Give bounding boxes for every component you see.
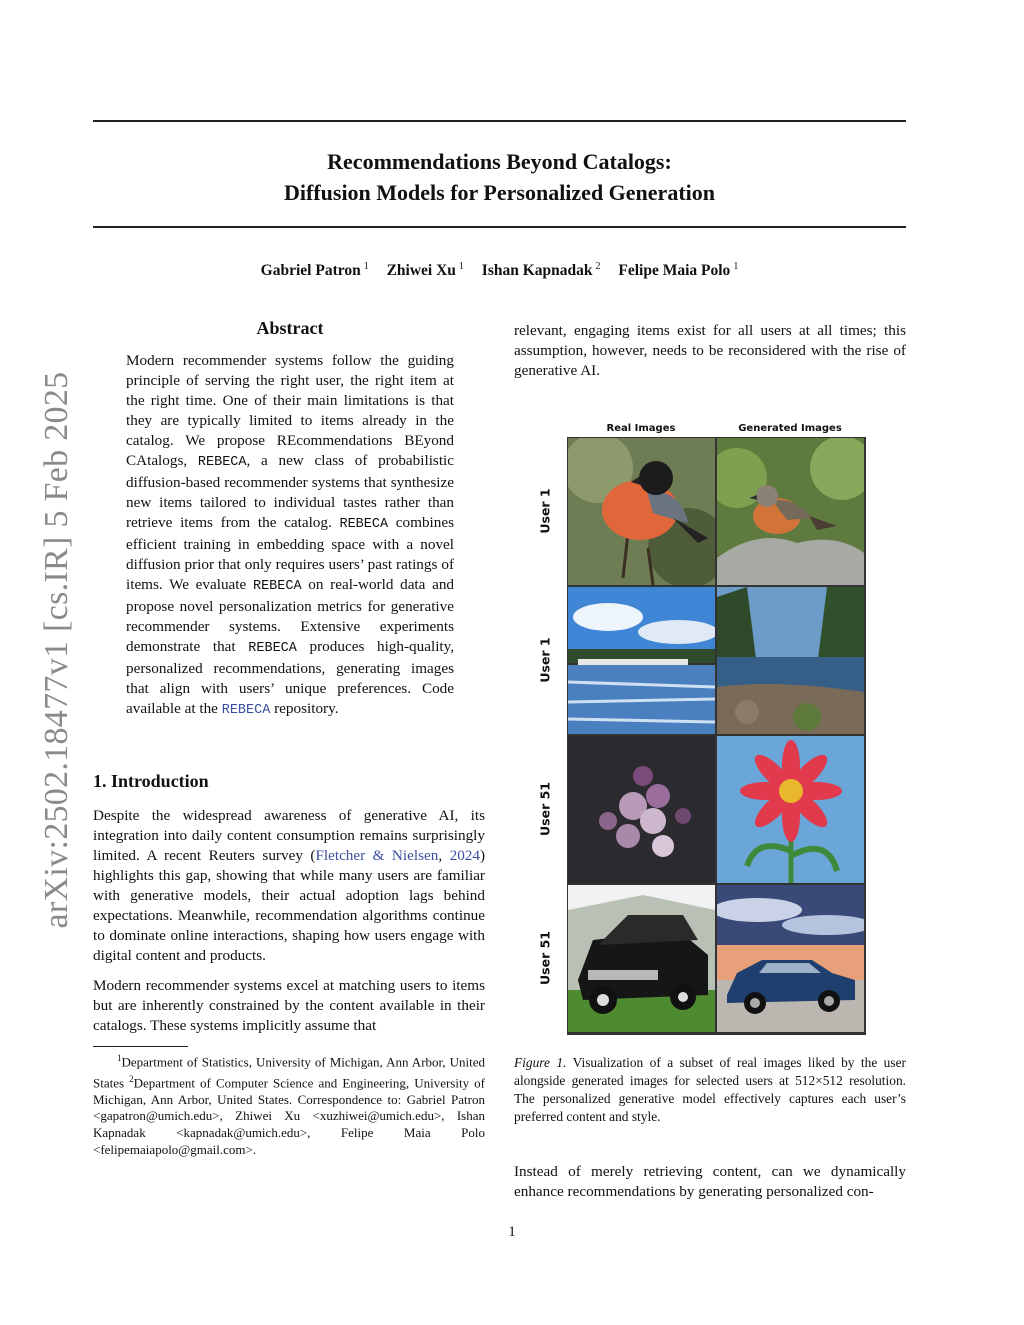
section-heading-introduction: 1. Introduction (93, 771, 209, 791)
page-number: 1 (508, 1224, 516, 1240)
figure-column-header-real: Real Images (606, 423, 676, 434)
affiliations-footnote: $^1$Department of Statistics, University of Michigan, Ann Arbor, United States $^2$Department of Computer Science and Engineering, University of Michigan, Ann Arbor, United States. Correspondence to: Gabriel Patron <gapatron@umich.edu>, Zhiwei Xu <xuzhiwei@umich.edu>, Ishan Kapnadak <kapnadak@umich.edu>, Felipe Maia Polo <felipemaiapolo@gmail.com>. (93, 1053, 485, 1157)
paper-title-line-1: Recommendations Beyond Catalogs: (327, 149, 672, 174)
citation-link[interactable]: Fletcher & Nielsen (315, 847, 439, 864)
intro-paragraph-1: Despite the widespread awareness of generative AI, its integration into daily content consumption remains surprisingly limited. A recent Reuters survey (Fletcher & Nielsen, 2024) highlights this gap, showing that while many users are familiar with generative models, their actual adoption lags behind expectations. Meanwhile, recommendation algorithms continue to dominate online interactions, shaping how users engage with digital content and products. (93, 807, 486, 964)
generated-image-red-flower (717, 736, 864, 883)
author: Ishan Kapnadak $^2$ (481, 261, 601, 280)
real-image-bullfinch (568, 438, 715, 585)
right-column-paragraph-continued: Instead of merely retrieving content, can we dynamically enhance recommendations by generating personalized con- (514, 1163, 906, 1200)
arxiv-stamp: arXiv:2502.18477v1 [cs.IR] 5 Feb 2025 (38, 371, 75, 929)
figure-row-label: User 51 (537, 782, 553, 836)
author: Zhiwei Xu $^1$ (386, 261, 464, 280)
rebeca-repository-link[interactable]: REBECA (221, 703, 271, 718)
real-image-classic-car (568, 885, 715, 1032)
citation-year-link[interactable]: 2024 (449, 847, 480, 864)
real-image-lilac (568, 736, 715, 883)
generated-image-blue-car (717, 885, 864, 1032)
paper-title-line-2: Diffusion Models for Personalized Generation (284, 180, 715, 205)
real-image-marina (568, 587, 715, 734)
generated-image-bird (717, 438, 864, 585)
top-rule (93, 120, 906, 122)
title-bottom-rule (93, 226, 906, 228)
abstract-heading: Abstract (256, 318, 324, 338)
figure-column-header-generated: Generated Images (738, 423, 842, 434)
intro-paragraph-2: Modern recommender systems excel at matching users to items but are inherently constrained by the content available in their catalogs. These systems implicitly assume that (93, 977, 485, 1034)
figure-row-label: User 51 (537, 931, 553, 985)
abstract-text: Modern recommender systems follow the guiding principle of serving the right user, the right item at the right time. One of their main limitations is that they are typically limited to items already in the catalog. We propose REcommendations BEyond CAtalogs, REBECA, a new class of probabilistic diffusion-based recommender systems that synthesize new items tailored to individual tastes rather than retrieve items from the catalog. REBECA combines efficient training in embedding space with a novel diffusion prior that only requires users’ past ratings of items. We evaluate REBECA on real-world data and propose novel personalization metrics for generative recommender systems. Extensive experiments demonstrate that REBECA produces high-quality, personalized recommendations, generating images that align with users’ unique preferences. Code available at the REBECA repository. (126, 352, 455, 718)
author-list (93, 261, 906, 280)
figure-image-grid (567, 437, 866, 1035)
generated-image-lake (717, 587, 864, 734)
figure-row-label: User 1 (537, 488, 553, 534)
figure-row-label: User 1 (537, 637, 553, 683)
footnote-rule (93, 1046, 188, 1047)
author: Felipe Maia Polo $^1$ (618, 261, 739, 280)
author: Gabriel Patron $^1$ (260, 261, 369, 280)
figure-caption: Figure 1. Visualization of a subset of real images liked by the user alongside generated images for selected users at 512×512 resolution. The personalized generative model effectively captures each user’s preferred content and style. (514, 1055, 906, 1124)
right-column-paragraph: relevant, engaging items exist for all users at all times; this assumption, however, needs to be reconsidered with the rise of generative AI. (514, 322, 906, 379)
